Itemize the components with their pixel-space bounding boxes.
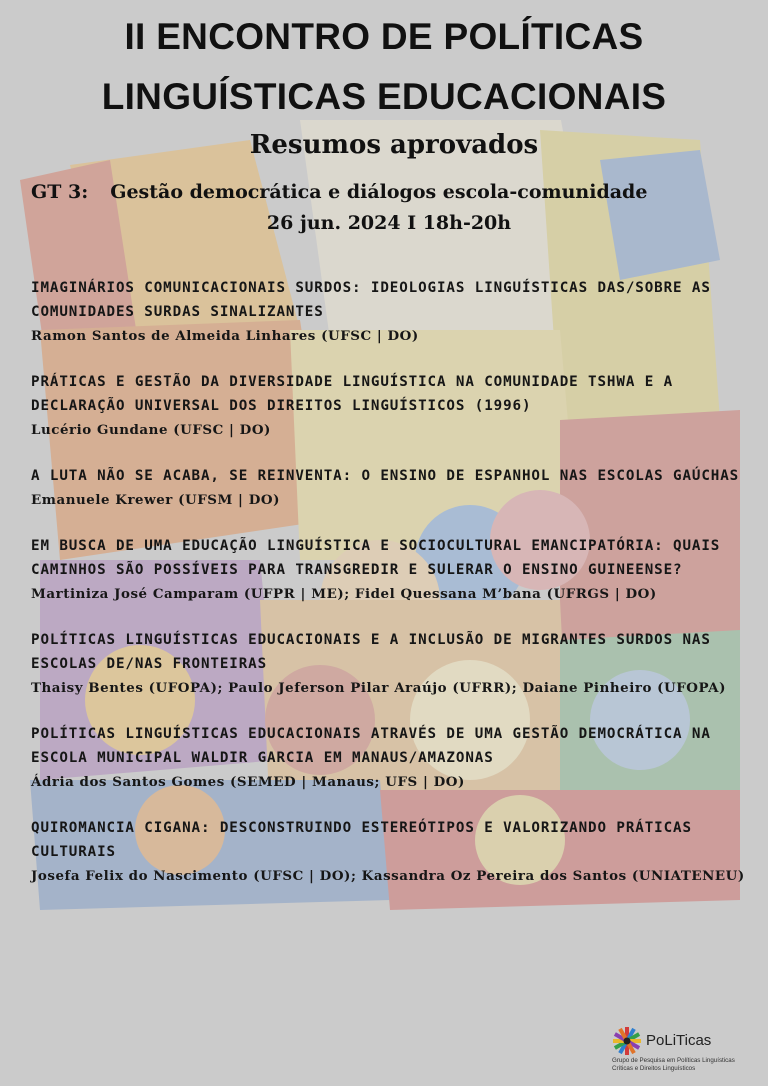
abstract-item (31, 816, 751, 888)
abstract-authors: Martiniza José Camparam (UFPR | ME); Fidel Quessana M’bana (UFRGS | DO) (31, 586, 657, 602)
abstract-title: PRÁTICAS E GESTÃO DA DIVERSIDADE LINGUÍSTICA NA COMUNIDADE TSHWA E A DECLARAÇÃO UNIVERSAL DOS DIREITOS LINGUÍSTICOS (1996) (31, 374, 674, 414)
abstract-item (31, 534, 751, 606)
abstract-title: QUIROMANCIA CIGANA: DESCONSTRUINDO ESTEREÓTIPOS E VALORIZANDO PRÁTICAS CULTURAIS (31, 820, 692, 860)
abstract-authors: Emanuele Krewer (UFSM | DO) (31, 492, 280, 508)
asterisk-logo-icon (612, 1026, 642, 1056)
event-title-line1: II ENCONTRO DE POLÍTICAS (124, 16, 644, 57)
working-group-heading (31, 181, 647, 203)
abstract-title: A LUTA NÃO SE ACABA, SE REINVENTA: O ENSINO DE ESPANHOL NAS ESCOLAS GAÚCHAS (31, 468, 740, 484)
abstract-title: IMAGINÁRIOS COMUNICACIONAIS SURDOS: IDEOLOGIAS LINGUÍSTICAS DAS/SOBRE AS COMUNIDADES SURDAS SINALIZANTES (31, 280, 711, 320)
event-title-line2: LINGUÍSTICAS EDUCACIONAIS (101, 76, 667, 117)
abstract-authors: Ramon Santos de Almeida Linhares (UFSC | DO) (31, 328, 419, 344)
logo-name: PoLiTicas (646, 1032, 712, 1049)
abstract-authors: Lucério Gundane (UFSC | DO) (31, 422, 271, 438)
abstract-item (31, 628, 751, 700)
session-date-time: 26 jun. 2024 I 18h-20h (266, 212, 512, 234)
politicas-logo (612, 1026, 762, 1078)
logo-tagline-line2: Críticas e Direitos Linguísticos (612, 1064, 696, 1072)
working-group-title: Gestão democrática e diálogos escola-comunidade (110, 181, 648, 203)
abstract-item (31, 722, 751, 794)
abstract-authors: Josefa Felix do Nascimento (UFSC | DO); Kassandra Oz Pereira dos Santos (UNIATENEU) (31, 868, 745, 884)
abstract-title: POLÍTICAS LINGUÍSTICAS EDUCACIONAIS E A INCLUSÃO DE MIGRANTES SURDOS NAS ESCOLAS DE/NAS FRONTEIRAS (31, 632, 711, 672)
logo-tagline (612, 1057, 762, 1072)
abstract-authors: Thaisy Bentes (UFOPA); Paulo Jeferson Pilar Araújo (UFRR); Daiane Pinheiro (UFOPA) (31, 680, 726, 696)
logo-tagline-line1: Grupo de Pesquisa em Políticas Linguísticas (612, 1057, 735, 1064)
working-group-label: GT 3: (31, 181, 89, 203)
abstract-item (31, 464, 751, 512)
abstract-authors: Ádria dos Santos Gomes (SEMED | Manaus; UFS | DO) (31, 774, 465, 790)
subtitle: Resumos aprovados (249, 130, 539, 160)
abstract-item (31, 370, 751, 442)
abstract-list (31, 276, 751, 910)
abstract-item (31, 276, 751, 348)
abstract-title: EM BUSCA DE UMA EDUCAÇÃO LINGUÍSTICA E SOCIOCULTURAL EMANCIPATÓRIA: QUAIS CAMINHOS SÃO POSSÍVEIS PARA TRANSGREDIR E SULERAR O ENSINO GUINEENSE? (31, 538, 721, 578)
abstract-title: POLÍTICAS LINGUÍSTICAS EDUCACIONAIS ATRAVÉS DE UMA GESTÃO DEMOCRÁTICA NA ESCOLA MUNICIPAL WALDIR GARCIA EM MANAUS/AMAZONAS (31, 726, 711, 766)
